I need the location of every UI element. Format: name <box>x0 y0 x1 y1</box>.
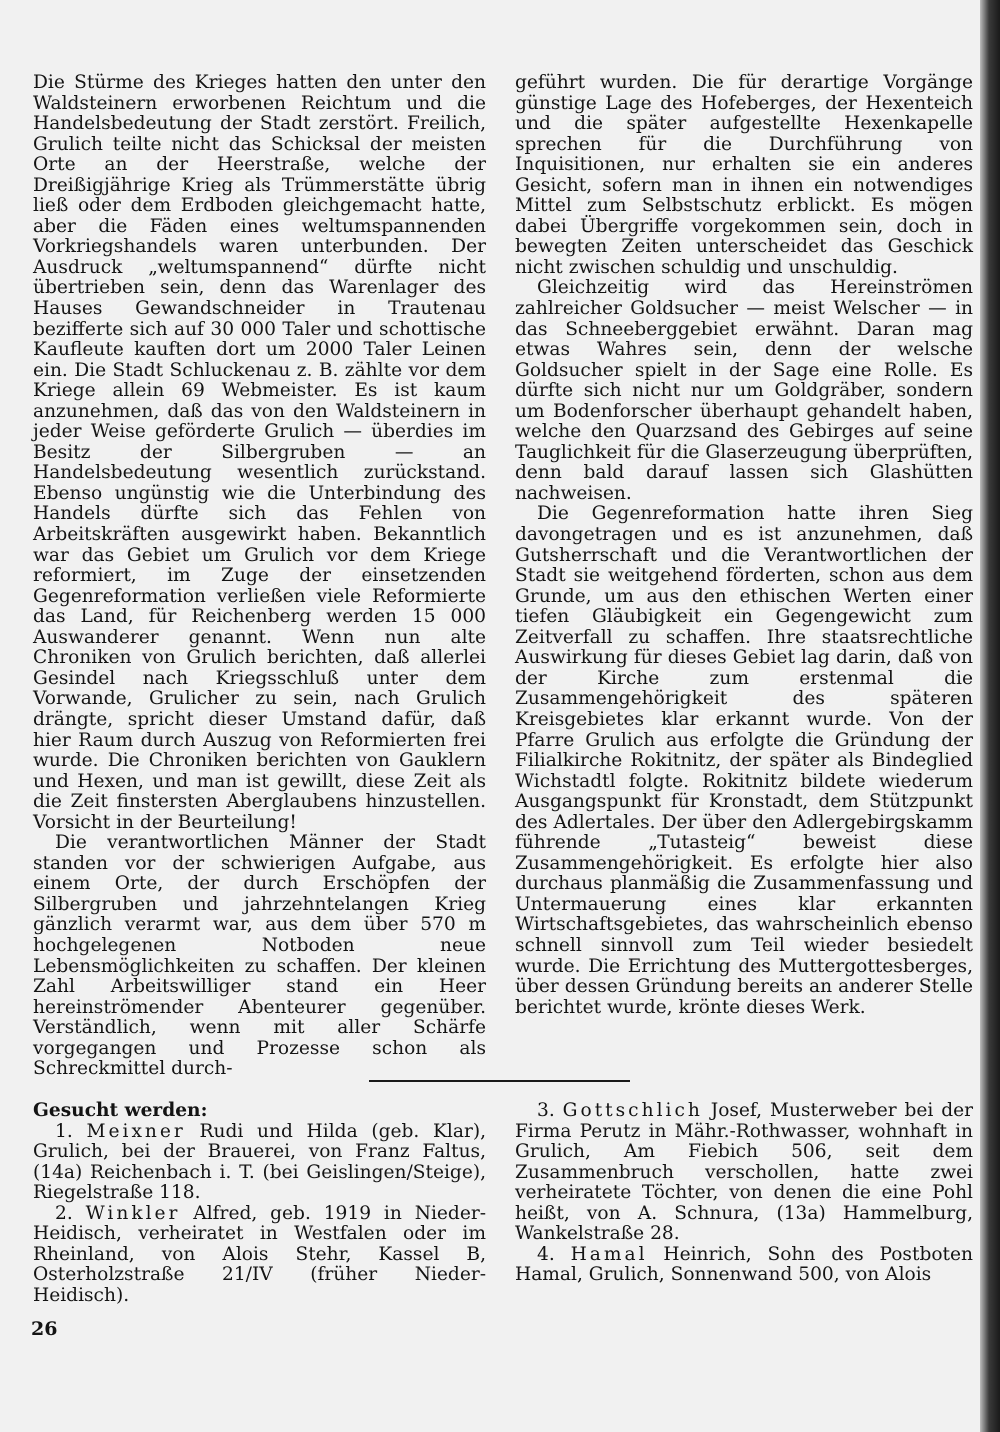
entry-number: 3. <box>537 1100 555 1121</box>
entry-surname: Winkler <box>85 1202 181 1224</box>
section-divider <box>369 1080 630 1082</box>
entry-text: Heinrich, Sohn des Postboten Hamal, Grulich, Sonnenwand 500, von Alois <box>515 1243 973 1286</box>
gesucht-left-column <box>33 1101 486 1306</box>
article-paragraph: Gleichzeitig wird das Hereinströmen zahlreicher Goldsucher — meist Welscher — in das Schneeberggebiet erwähnt. Daran mag etwas Wahres sein, denn der welsche Goldsucher spielt in der Sage eine Rolle. Es dürfte sich nicht nur um Goldgräber, sondern um Bodenforscher überhaupt gehandelt haben, welche den Quarzsand des Gebirges auf seine Tauglichkeit für die Glaserzeugung überprüften, denn bald darauf lassen sich Glashütten nachweisen. <box>515 277 973 504</box>
article-paragraph: Die Stürme des Krieges hatten den unter den Waldsteinern erworbenen Reichtum und die Handelsbedeutung der Stadt zerstört. Freilich, Grulich teilte nicht das Schicksal der meisten Orte an der Heerstraße, welche der Dreißigjährige Krieg als Trümmerstätte übrig ließ oder dem Erdboden gleichgemacht hatte, aber die Fäden eines weltumspannenden Vorkriegshandels waren unterbunden. Der Ausdruck „weltumspannend“ dürfte nicht übertrieben sein, denn das Warenlager des Hauses Gewandschneider in Trautenau bezifferte sich auf 30 000 Taler und schottische Kaufleute kauften dort um 2000 Taler Leinen ein. Die Stadt Schluckenau z. B. zählte vor dem Kriege allein 69 Webmeister. Es ist kaum anzunehmen, daß das von den Waldsteinern in jeder Weise geförderte Grulich — überdies im Besitz der Silbergruben — an Handelsbedeutung wesentlich zurückstand. Ebenso ungünstig wie die Unterbindung des Handels dürfte sich das Fehlen von Arbeitskräften ausgewirkt haben. Bekanntlich war das Gebiet um Grulich vor dem Kriege reformiert, im Zuge der einsetzenden Gegenreformation verließen viele Reformierte das Land, für Reichenberg werden 15 000 Auswanderer genannt. Wenn nun alte Chroniken von Grulich berichten, daß allerlei Gesindel nach Kriegsschluß unter dem Vorwande, Grulicher zu sein, nach Grulich drängte, spricht dieser Umstand dafür, daß hier Raum durch Auszug von Reformierten frei wurde. Die Chroniken berichten von Gauklern und Hexen, und man ist gewillt, diese Zeit als die Zeit finstersten Aberglaubens hinzustellen. Vorsicht in der Beurteilung! <box>33 72 486 833</box>
gesucht-heading: Gesucht werden: <box>33 1100 208 1121</box>
gesucht-entry <box>515 1101 973 1245</box>
article-right-column <box>515 73 973 1018</box>
entry-surname: Meixner <box>86 1120 186 1142</box>
article-left-column <box>33 73 486 1080</box>
entry-text: Josef, Musterweber bei der Firma Perutz in Mähr.-Rothwasser, wohnhaft in Grulich, Am Fiebich 506, seit dem Zusammenbruch verschollen, hatte zwei verheiratete Töchter, von denen die eine Pohl heißt, von A. Schnura, (13a) Hammelburg, Wankelstraße 28. <box>515 1100 973 1245</box>
entry-surname: Gottschlich <box>562 1100 703 1121</box>
entry-surname: Hamal <box>570 1243 648 1265</box>
entry-number: 1. <box>55 1120 73 1142</box>
entry-text: Alfred, geb. 1919 in Nieder-Heidisch, verheiratet in Westfalen oder im Rheinland, von Alois Stehr, Kassel B, Osterholzstraße 21/IV (früher Nieder-Heidisch). <box>33 1202 486 1306</box>
page-binding-edge <box>980 0 1000 1432</box>
gesucht-entry <box>33 1122 486 1204</box>
gesucht-entry <box>33 1204 486 1307</box>
page-number: 26 <box>31 1318 58 1340</box>
entry-text: Rudi und Hilda (geb. Klar), Grulich, bei der Brauerei, von Franz Faltus, (14a) Reichenbach i. T. (bei Geislingen/Steige), Riegelstraße 118. <box>33 1120 486 1204</box>
entry-number: 2. <box>55 1202 73 1224</box>
article-paragraph: Die Gegenreformation hatte ihren Sieg davongetragen und es ist anzunehmen, daß Gutsherrschaft und die Verantwortlichen der Stadt sie weitgehend förderten, schon aus dem Grunde, um aus den ethischen Werten einer tiefen Gläubigkeit ein Gegengewicht zum Zeitverfall zu schaffen. Ihre staatsrechtliche Auswirkung für dieses Gebiet lag darin, daß von der Kirche zum erstenmal die Zusammengehörigkeit des späteren Kreisgebietes klar erkannt wurde. Von der Pfarre Grulich aus erfolgte die Gründung der Filialkirche Rokitnitz, der später als Bindeglied Wichstadtl folgte. Rokitnitz bildete wiederum Ausgangspunkt für Kronstadt, dem Stützpunkt des Adlertales. Der über den Adlergebirgskamm führende „Tutasteig“ beweist diese Zusammengehörigkeit. Es erfolgte hier also durchaus planmäßig die Zusammenfassung und Untermauerung eines klar erkannten Wirtschaftsgebietes, das wahrscheinlich ebenso schnell sinnvoll zum Teil wieder besiedelt wurde. Die Errichtung des Muttergottesberges, über dessen Gründung bereits an anderer Stelle berichtet wurde, krönte dieses Werk. <box>515 503 973 1018</box>
article-paragraph: Die verantwortlichen Männer der Stadt standen vor der schwierigen Aufgabe, aus einem Orte, der durch Erschöpfen der Silbergruben und jahrzehntelangen Krieg gänzlich verarmt war, aus dem über 570 m hochgelegenen Notboden neue Lebensmöglichkeiten zu schaffen. Der kleinen Zahl Arbeitswilliger stand ein Heer hereinströmender Abenteurer gegenüber. Verständlich, wenn mit aller Schärfe vorgegangen und Prozesse schon als Schreckmittel durch- <box>33 832 486 1080</box>
gesucht-entry <box>515 1245 973 1286</box>
gesucht-right-column <box>515 1101 973 1286</box>
entry-number: 4. <box>537 1243 555 1265</box>
article-paragraph: geführt wurden. Die für derartige Vorgänge günstige Lage des Hofeberges, der Hexenteich und die später aufgestellte Hexenkapelle sprechen für die Durchführung von Inquisitionen, nur erhalten sie ein anderes Gesicht, sofern man in ihnen ein notwendiges Mittel zum Selbstschutz erblickt. Es mögen dabei Übergriffe vorgekommen sein, doch in bewegten Zeiten unterscheidet das Geschick nicht zwischen schuldig und unschuldig. <box>515 72 973 278</box>
